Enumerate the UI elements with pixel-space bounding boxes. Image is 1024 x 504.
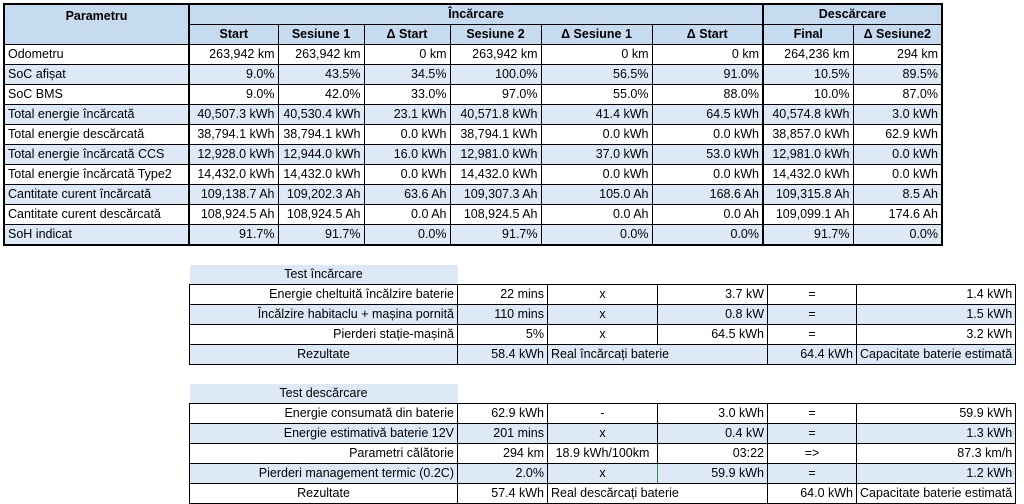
- cell[interactable]: 38,857.0 kWh: [763, 125, 853, 145]
- cell-label[interactable]: SoC BMS: [4, 85, 189, 105]
- cell[interactable]: 263,942 km: [189, 45, 278, 65]
- calc-cell[interactable]: 87.3 km/h: [857, 444, 1016, 464]
- cell[interactable]: 3.0 kWh: [853, 105, 942, 125]
- cell[interactable]: 105.0 Ah: [541, 185, 652, 205]
- result-value-2[interactable]: 64.4 kWh: [768, 345, 857, 365]
- calc-cell[interactable]: x: [548, 424, 658, 444]
- cell[interactable]: 174.6 Ah: [853, 205, 942, 225]
- calc-cell[interactable]: 59.9 kWh: [658, 464, 768, 484]
- calc-cell[interactable]: 0.8 kW: [658, 305, 768, 325]
- calc-cell[interactable]: 3.0 kWh: [658, 404, 768, 424]
- calc-cell[interactable]: x: [548, 325, 658, 345]
- calc-label[interactable]: Parametri călătorie: [190, 444, 458, 464]
- cell-label[interactable]: SoC afișat: [4, 65, 189, 85]
- cell[interactable]: 100.0%: [450, 65, 541, 85]
- col-final[interactable]: Final: [763, 25, 853, 45]
- col-delta-sesiune-1[interactable]: Δ Sesiune 1: [541, 25, 652, 45]
- cell[interactable]: 0.0%: [652, 225, 763, 246]
- test-incarcare-title[interactable]: Test încărcare: [190, 265, 458, 285]
- cell[interactable]: 8.5 Ah: [853, 185, 942, 205]
- cell[interactable]: 9.0%: [189, 65, 278, 85]
- result-value[interactable]: 58.4 kWh: [458, 345, 548, 365]
- calc-cell[interactable]: 0.4 kW: [658, 424, 768, 444]
- cell[interactable]: 91.0%: [652, 65, 763, 85]
- result-label[interactable]: Rezultate: [190, 484, 458, 504]
- cell[interactable]: 88.0%: [652, 85, 763, 105]
- calc-cell[interactable]: x: [548, 285, 658, 305]
- cell[interactable]: 14,432.0 kWh: [450, 165, 541, 185]
- cell[interactable]: 63.6 Ah: [364, 185, 450, 205]
- calc-label[interactable]: Energie estimativă baterie 12V: [190, 424, 458, 444]
- cell[interactable]: 43.5%: [278, 65, 364, 85]
- row-total-energie-incarcata: [4, 105, 942, 125]
- cell[interactable]: 91.7%: [763, 225, 853, 246]
- cell[interactable]: 0.0 kWh: [652, 125, 763, 145]
- calc-row: [190, 424, 1016, 444]
- calc-cell[interactable]: =: [768, 305, 857, 325]
- result-value-2[interactable]: 64.0 kWh: [768, 484, 857, 504]
- cell[interactable]: 108,924.5 Ah: [278, 205, 364, 225]
- result-row: [190, 345, 1016, 365]
- row-soh-indicat: [4, 225, 942, 246]
- cell[interactable]: 294 km: [853, 45, 942, 65]
- calc-cell[interactable]: 59.9 kWh: [857, 404, 1016, 424]
- cell[interactable]: 40,530.4 kWh: [278, 105, 364, 125]
- row-total-energie-incarcata-ccs: [4, 145, 942, 165]
- cell[interactable]: 0.0 kWh: [364, 125, 450, 145]
- calc-label[interactable]: Pierderi management termic (0.2C): [190, 464, 458, 484]
- col-sesiune-2[interactable]: Sesiune 2: [450, 25, 541, 45]
- cell[interactable]: 12,928.0 kWh: [189, 145, 278, 165]
- cell[interactable]: 33.0%: [364, 85, 450, 105]
- cell[interactable]: 0.0 Ah: [541, 205, 652, 225]
- calc-cell[interactable]: 64.5 kWh: [658, 325, 768, 345]
- cell[interactable]: 91.7%: [450, 225, 541, 246]
- cell[interactable]: 108,924.5 Ah: [450, 205, 541, 225]
- calc-row: [190, 305, 1016, 325]
- calc-cell[interactable]: x: [548, 464, 658, 484]
- col-delta-sesiune2[interactable]: Δ Sesiune2: [853, 25, 942, 45]
- calc-cell[interactable]: 18.9 kWh/100km: [548, 444, 658, 464]
- cell[interactable]: 10.0%: [763, 85, 853, 105]
- calc-row: [190, 444, 1016, 464]
- calc-cell[interactable]: x: [548, 305, 658, 325]
- cell[interactable]: 0.0 kWh: [652, 165, 763, 185]
- cell[interactable]: 12,981.0 kWh: [763, 145, 853, 165]
- cell[interactable]: 12,981.0 kWh: [450, 145, 541, 165]
- row-total-energie-descarcata: [4, 125, 942, 145]
- cell-label[interactable]: Cantitate curent încărcată: [4, 185, 189, 205]
- col-delta-start-2[interactable]: Δ Start: [652, 25, 763, 45]
- cell[interactable]: 34.5%: [364, 65, 450, 85]
- calc-row: [190, 404, 1016, 424]
- cell[interactable]: 38,794.1 kWh: [450, 125, 541, 145]
- calc-cell[interactable]: 201 mins: [458, 424, 548, 444]
- cell[interactable]: 42.0%: [278, 85, 364, 105]
- cell[interactable]: 23.1 kWh: [364, 105, 450, 125]
- col-delta-start-1[interactable]: Δ Start: [364, 25, 450, 45]
- cell[interactable]: 109,307.3 Ah: [450, 185, 541, 205]
- cell[interactable]: 14,432.0 kWh: [763, 165, 853, 185]
- calc-cell[interactable]: =: [768, 325, 857, 345]
- cell[interactable]: 168.6 Ah: [652, 185, 763, 205]
- cell[interactable]: 40,574.8 kWh: [763, 105, 853, 125]
- cell[interactable]: 89.5%: [853, 65, 942, 85]
- cell[interactable]: 91.7%: [189, 225, 278, 246]
- cell[interactable]: 109,138.7 Ah: [189, 185, 278, 205]
- calc-cell[interactable]: =: [768, 424, 857, 444]
- row-cantitate-curent-descarcata: [4, 205, 942, 225]
- row-cantitate-curent-incarcata: [4, 185, 942, 205]
- row-total-energie-incarcata-type2: [4, 165, 942, 185]
- calc-cell[interactable]: =: [768, 285, 857, 305]
- calc-row: [190, 325, 1016, 345]
- test-descarcare-table: [189, 384, 1016, 504]
- result-description-2[interactable]: Capacitate baterie estimată: [857, 345, 1016, 365]
- cell[interactable]: 0.0 kWh: [364, 165, 450, 185]
- header-descarcare[interactable]: Descărcare: [763, 4, 942, 25]
- parameters-table: [3, 3, 943, 246]
- cell[interactable]: 108,924.5 Ah: [189, 205, 278, 225]
- cell[interactable]: 0.0%: [541, 225, 652, 246]
- cell[interactable]: 9.0%: [189, 85, 278, 105]
- cell[interactable]: 0.0 kWh: [541, 125, 652, 145]
- calc-cell[interactable]: =>: [768, 444, 857, 464]
- cell[interactable]: 53.0 kWh: [652, 145, 763, 165]
- calc-cell[interactable]: 22 mins: [458, 285, 548, 305]
- cell[interactable]: 37.0 kWh: [541, 145, 652, 165]
- calc-cell[interactable]: 1.2 kWh: [857, 464, 1016, 484]
- cell[interactable]: 0.0%: [364, 225, 450, 246]
- cell[interactable]: 264,236 km: [763, 45, 853, 65]
- cell[interactable]: 56.5%: [541, 65, 652, 85]
- cell[interactable]: 0.0 Ah: [364, 205, 450, 225]
- row-odometru: [4, 45, 942, 65]
- cell[interactable]: 263,942 km: [278, 45, 364, 65]
- cell[interactable]: 41.4 kWh: [541, 105, 652, 125]
- cell[interactable]: 16.0 kWh: [364, 145, 450, 165]
- calc-cell[interactable]: 2.0%: [458, 464, 548, 484]
- calc-cell[interactable]: 1.5 kWh: [857, 305, 1016, 325]
- calc-row: [190, 464, 1016, 484]
- cell[interactable]: 0.0%: [853, 225, 942, 246]
- col-sesiune-1[interactable]: Sesiune 1: [278, 25, 364, 45]
- cell[interactable]: 0.0 kWh: [853, 145, 942, 165]
- cell[interactable]: 38,794.1 kWh: [278, 125, 364, 145]
- row-soc-bms: [4, 85, 942, 105]
- calc-cell[interactable]: 3.2 kWh: [857, 325, 1016, 345]
- calc-cell[interactable]: 3.7 kW: [658, 285, 768, 305]
- cell[interactable]: 109,099.1 Ah: [763, 205, 853, 225]
- calc-label[interactable]: Energie cheltuită încălzire baterie: [190, 285, 458, 305]
- cell[interactable]: 0.0 kWh: [541, 165, 652, 185]
- cell-label[interactable]: SoH indicat: [4, 225, 189, 246]
- calc-cell[interactable]: 5%: [458, 325, 548, 345]
- cell[interactable]: 64.5 kWh: [652, 105, 763, 125]
- result-label[interactable]: Rezultate: [190, 345, 458, 365]
- cell-label[interactable]: Total energie descărcată: [4, 125, 189, 145]
- calc-cell[interactable]: =: [768, 404, 857, 424]
- cell[interactable]: 0 km: [364, 45, 450, 65]
- result-row: [190, 484, 1016, 504]
- cell[interactable]: 91.7%: [278, 225, 364, 246]
- calc-label[interactable]: Pierderi stație-mașină: [190, 325, 458, 345]
- calc-label[interactable]: Energie consumată din baterie: [190, 404, 458, 424]
- cell[interactable]: 55.0%: [541, 85, 652, 105]
- calc-cell[interactable]: 1.4 kWh: [857, 285, 1016, 305]
- cell[interactable]: 14,432.0 kWh: [189, 165, 278, 185]
- calc-cell[interactable]: =: [768, 464, 857, 484]
- calc-label[interactable]: Încălzire habitaclu + mașina pornită: [190, 305, 458, 325]
- calc-cell[interactable]: 294 km: [458, 444, 548, 464]
- test-incarcare-table: [189, 265, 1016, 365]
- header-parametru[interactable]: Parametru: [4, 4, 189, 45]
- cell[interactable]: 0.0 kWh: [853, 165, 942, 185]
- row-soc-afisat: [4, 65, 942, 85]
- cell[interactable]: 0 km: [541, 45, 652, 65]
- calc-cell[interactable]: 03:22: [658, 444, 768, 464]
- cell[interactable]: 14,432.0 kWh: [278, 165, 364, 185]
- result-value[interactable]: 57.4 kWh: [458, 484, 548, 504]
- cell[interactable]: 0.0 Ah: [652, 205, 763, 225]
- calc-cell[interactable]: 62.9 kWh: [458, 404, 548, 424]
- calc-cell[interactable]: 110 mins: [458, 305, 548, 325]
- test-descarcare-title[interactable]: Test descărcare: [190, 384, 458, 404]
- cell-label[interactable]: Cantitate curent descărcată: [4, 205, 189, 225]
- calc-cell[interactable]: -: [548, 404, 658, 424]
- cell-label[interactable]: Total energie încărcată Type2: [4, 165, 189, 185]
- cell-label[interactable]: Odometru: [4, 45, 189, 65]
- cell[interactable]: 87.0%: [853, 85, 942, 105]
- result-description-2[interactable]: Capacitate baterie estimată: [857, 484, 1016, 504]
- calc-row: [190, 285, 1016, 305]
- cell[interactable]: 109,315.8 Ah: [763, 185, 853, 205]
- header-incarcare[interactable]: Încărcare: [189, 4, 763, 25]
- cell-label[interactable]: Total energie încărcată CCS: [4, 145, 189, 165]
- cell[interactable]: 0 km: [652, 45, 763, 65]
- result-description[interactable]: Real încărcați baterie: [548, 345, 768, 365]
- cell[interactable]: 97.0%: [450, 85, 541, 105]
- cell[interactable]: 62.9 kWh: [853, 125, 942, 145]
- cell[interactable]: 12,944.0 kWh: [278, 145, 364, 165]
- cell[interactable]: 263,942 km: [450, 45, 541, 65]
- col-start[interactable]: Start: [189, 25, 278, 45]
- cell[interactable]: 38,794.1 kWh: [189, 125, 278, 145]
- cell[interactable]: 10.5%: [763, 65, 853, 85]
- cell-label[interactable]: Total energie încărcată: [4, 105, 189, 125]
- calc-cell[interactable]: 1.3 kWh: [857, 424, 1016, 444]
- cell[interactable]: 40,571.8 kWh: [450, 105, 541, 125]
- cell[interactable]: 40,507.3 kWh: [189, 105, 278, 125]
- cell[interactable]: 109,202.3 Ah: [278, 185, 364, 205]
- result-description[interactable]: Real descărcați baterie: [548, 484, 768, 504]
